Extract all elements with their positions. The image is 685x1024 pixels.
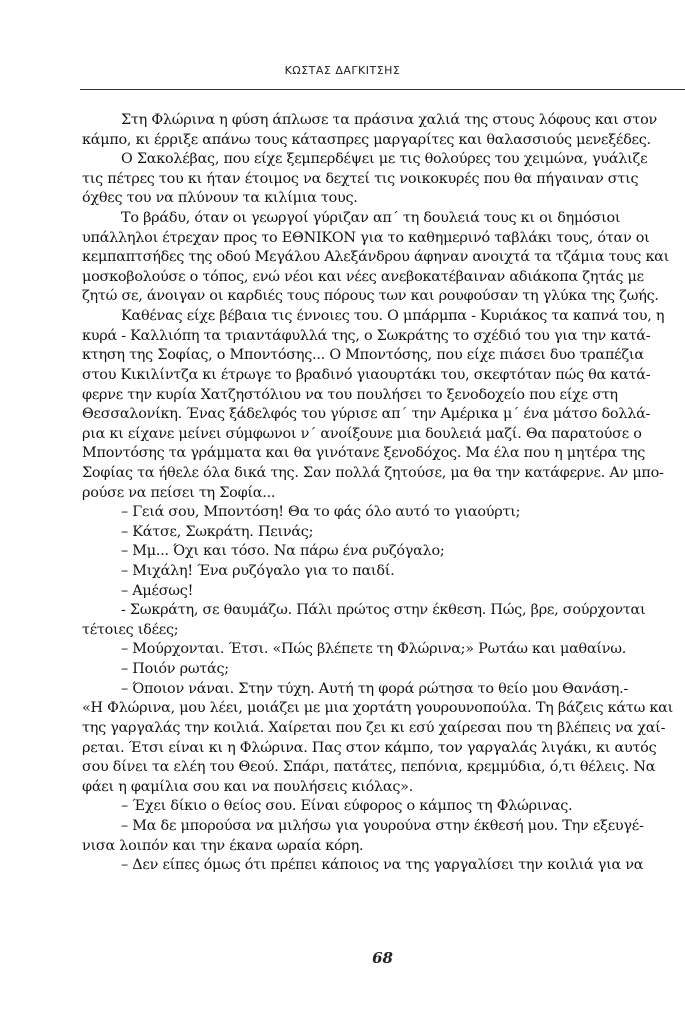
text-line: – Μα δε μπορούσα να μιλήσω για γουρούνα στην έκθεσή μου. Την εξευγέ-	[121, 817, 644, 834]
text-line: Ο Σακολέβας, που είχε ξεμπερδέψει με τις θολούρες του χειμώνα, γυάλιζε	[121, 151, 648, 168]
text-line: της γαργαλάς την κοιλιά. Χαίρεται που ζει κι εσύ χαίρεσαι που τη βλέπεις να χαί-	[82, 719, 666, 736]
text-line: Το βράδυ, όταν οι γεωργοί γύριζαν απ΄ τη δουλειά τους κι οι δημόσιοι	[121, 210, 621, 227]
text-line: μοσκοβολούσε ο τόπος, ενώ νέοι και νέες ανεβοκατέβαιναν αδιάκοπα ζητάς με	[82, 268, 644, 285]
text-line: Στη Φλώρινα η φύση άπλωσε τα πράσινα χαλιά της στους λόφους και στον	[121, 112, 658, 128]
text-line: ρεται. Έτσι είναι κι η Φλώρινα. Πας στον κάμπο, τον γαργαλάς λιγάκι, κι αυτός	[82, 739, 657, 756]
text-line: – Μμ... Όχι και τόσο. Να πάρω ένα ρυζόγαλο;	[121, 543, 445, 560]
text-line: κεμπαπτσήδες της οδού Μεγάλου Αλεξάνδρου άφηναν ανοιχτά τα τζάμια τους και	[82, 249, 670, 266]
text-line: στου Κικιλίντζα κι έτρωγε το βραδινό γιαουρτάκι του, σκεφτόταν πώς θα κατά-	[82, 366, 651, 383]
text-line: – Μιχάλη! Ένα ρυζόγαλο για το παιδί.	[121, 563, 395, 580]
text-line: – Μούρχονται. Έτσι. «Πώς βλέπετε τη Φλώρινα;» Ρωτάω και μαθαίνω.	[121, 641, 627, 658]
page-number: 68	[372, 949, 393, 967]
header-rule	[80, 89, 685, 90]
text-line: – Όποιον νάναι. Στην τύχη. Αυτή τη φορά ρώτησα το θείο μου Θανάση.-	[121, 680, 629, 697]
text-line: φερνε την κυρία Χατζηστόλιου να του πουλήσει το ξενοδοχείο που είχε στη	[82, 386, 618, 403]
text-line: όχθες του να πλύνουν τα κιλίμια τους.	[82, 190, 358, 207]
text-line: Καθένας είχε βέβαια τις έννοιες του. Ο μπάρμπα - Κυριάκος τα καπνά του, η	[121, 308, 665, 325]
text-line: ζητώ σε, άνοιγαν οι καρδιές τους πόρους των και ρουφούσαν τη γλύκα της ζωής.	[82, 288, 659, 305]
text-line: κτηση της Σοφίας, ο Μποντόσης... Ο Μποντόσης, που είχε πιάσει δυο τραπέζια	[82, 347, 644, 364]
text-line: ρια κι είχανε μείνει σύμφωνοι ν΄ ανοίξουνε μια δουλειά μαζί. Θα παρατούσε ο	[82, 425, 642, 442]
text-line: Σοφίας τα ήθελε όλα δικά της. Σαν πολλά ζητούσε, μα θα την κατάφερνε. Αν μπο-	[82, 464, 664, 481]
text-line: – Αμέσως!	[121, 582, 194, 599]
text-line: ρούσε να πείσει τη Σοφία...	[82, 484, 276, 501]
running-head: ΚΩΣΤΑΣ ΔΑΓΚΙΤΣΗΣ	[284, 64, 401, 77]
text-line: – Γειά σου, Μποντόση! Θα το φάς όλο αυτό το γιαούρτι;	[121, 504, 521, 521]
text-line: σου δίνει τα ελέη του Θεού. Σπάρι, πατάτες, πεπόνια, κρεμμύδια, ό,τι θέλεις. Να	[82, 759, 656, 776]
text-line: τέτοιες ιδέες;	[82, 621, 179, 638]
text-line: - Σωκράτη, σε θαυμάζω. Πάλι πρώτος στην έκθεση. Πώς, βρε, σούρχονται	[121, 602, 646, 619]
text-line: κυρά - Καλλιόπη τα τριαντάφυλλά της, ο Σωκράτης το σχέδιό του για την κατά-	[82, 327, 651, 344]
text-line: – Ποιόν ρωτάς;	[121, 661, 229, 678]
text-line: νισα λοιπόν και την έκανα ωραία κόρη.	[82, 837, 364, 854]
text-line: – Κάτσε, Σωκράτη. Πεινάς;	[121, 523, 314, 540]
text-line: κάμπο, κι έρριξε απάνω τους κάτασπρες μαργαρίτες και θαλασσιούς μενεξέδες.	[82, 131, 651, 148]
text-line: φάει η φαμίλια σου και να πουλήσεις κιόλας».	[82, 778, 414, 795]
text-line: τις πέτρες του κι ήταν έτοιμος να δεχτεί τις νοικοκυρές που θα πήγαιναν στις	[82, 170, 639, 187]
text-line: Μποντόσης τα γράμματα και θα γινότανε ξενοδόχος. Μα έλα που η μητέρα της	[82, 445, 646, 462]
text-line: υπάλληλοι έτρεχαν προς το ΕΘΝΙΚΟΝ για το καθημερινό ταβλάκι τους, όταν οι	[82, 229, 650, 246]
text-line: – Έχει δίκιο ο θείος σου. Είναι εύφορος ο κάμπος τη Φλώρινας.	[121, 798, 573, 815]
text-line: – Δεν είπες όμως ότι πρέπει κάποιος να της γαργαλίσει την κοιλιά για να	[121, 857, 644, 874]
text-line: «Η Φλώρινα, μου λέει, μοιάζει με μια χορτάτη γουρουνοπούλα. Τη βάζεις κάτω και	[82, 700, 674, 717]
text-line: Θεσσαλονίκη. Ένας ξάδελφός του γύρισε απ΄ την Αμέρικα μ΄ ένα μάτσο δολλά-	[82, 406, 651, 423]
body-text	[82, 111, 685, 876]
